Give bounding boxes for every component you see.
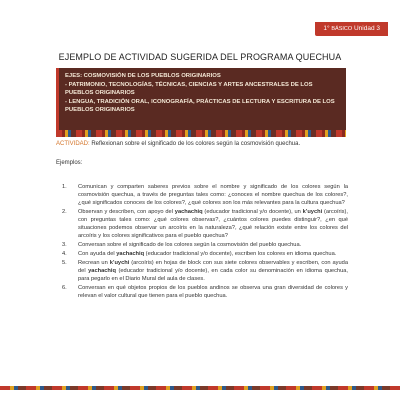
- quechua-term: k’uychi: [302, 209, 323, 216]
- list-item: [62, 241, 348, 249]
- list-item-text: (educador tradicional y/o docente), en cada color su denominación en idioma quechua, para pegarlo en el Diario Mural del aula de clases.: [78, 268, 348, 283]
- examples-label: Ejemplos:: [56, 160, 83, 166]
- badge-unit: Unidad 3: [353, 25, 380, 32]
- list-item-text: (educador tradicional y/o docente), un: [202, 209, 303, 216]
- list-item: [62, 284, 348, 300]
- quechua-term: yachachiq: [116, 251, 145, 258]
- list-item-number: 2.: [62, 209, 67, 216]
- list-item: [62, 208, 348, 240]
- list-item: [62, 250, 348, 258]
- list-item-text: Comunican y comparten saberes previos sobre el nombre y significado de los colores según la cosmovisión quechua, a través de preguntas tales como: ¿conoces el nombre quechua de los colores?, ¿qué significados conoces de los colores?, ¿qué colores son los más relevantes para la cultura quechua?: [78, 184, 348, 207]
- axes-box: [56, 68, 346, 130]
- quechua-term: yachachiq: [88, 268, 116, 275]
- list-item-number: 3.: [62, 242, 67, 249]
- list-item-text: (arcoíris) en hojas de block con sus siete colores observables y escriben, con ayuda del: [78, 260, 348, 275]
- grade-unit-badge: [315, 22, 388, 36]
- list-item-text: (arcoíris), con preguntas tales como: ¿qué colores observas?, ¿cuántos colores puedes distinguir?, ¿en qué situaciones podemos observar un arcoíris en la naturaleza?, ¿qué relación existe entre los colores del arcoíris y los colores significativos para el pueblo quechua?: [78, 209, 348, 240]
- bottom-decorative-bar: [0, 386, 400, 390]
- list-item-text: Recrean un: [78, 260, 110, 267]
- activity-statement: [56, 140, 356, 148]
- examples-list: [62, 183, 348, 301]
- badge-level: BÁSICO: [331, 26, 353, 32]
- axis-line-2: - PATRIMONIO, TECNOLOGÍAS, TÉCNICAS, CIENCIAS Y ARTES ANCESTRALES DE LOS PUEBLOS ORIGINARIOS: [65, 81, 315, 97]
- quechua-term: k’uychi: [109, 260, 130, 267]
- list-item-text: Con ayuda del: [78, 251, 117, 258]
- activity-label: ACTIVIDAD:: [56, 141, 90, 147]
- list-item-text: Observan y describen, con apoyo del: [78, 209, 175, 216]
- axis-line-3: - LENGUA, TRADICIÓN ORAL, ICONOGRAFÍA, PRÁCTICAS DE LECTURA Y ESCRITURA DE LOS PUEBLOS ORIGINARIOS: [65, 98, 337, 114]
- decorative-pattern-stripe: [56, 130, 346, 137]
- list-item: [62, 183, 348, 207]
- list-item-number: 6.: [62, 285, 67, 292]
- list-item: [62, 259, 348, 283]
- badge-grade: 1°: [323, 25, 330, 32]
- list-item-text: (educador tradicional y/o docente), escriben los colores en idioma quechua.: [144, 251, 337, 258]
- list-item-text: Conversan sobre el significado de los colores según la cosmovisión del pueblo quechua.: [78, 242, 302, 249]
- list-item-number: 4.: [62, 251, 67, 258]
- list-item-text: Conversan en qué objetos propios de los pueblos andinos se observa una gran diversidad de colores y relevan el valor cultural que tienen para el pueblo quechua.: [78, 285, 348, 300]
- activity-text: Reflexionan sobre el significado de los colores según la cosmovisión quechua.: [91, 141, 301, 147]
- page-title: EJEMPLO DE ACTIVIDAD SUGERIDA DEL PROGRAMA QUECHUA: [58, 52, 342, 62]
- quechua-term: yachachiq: [174, 209, 203, 216]
- axis-line-1: EJES: COSMOVISIÓN DE LOS PUEBLOS ORIGINARIOS: [65, 73, 221, 79]
- list-item-number: 5.: [62, 260, 67, 267]
- list-item-number: 1.: [62, 184, 67, 190]
